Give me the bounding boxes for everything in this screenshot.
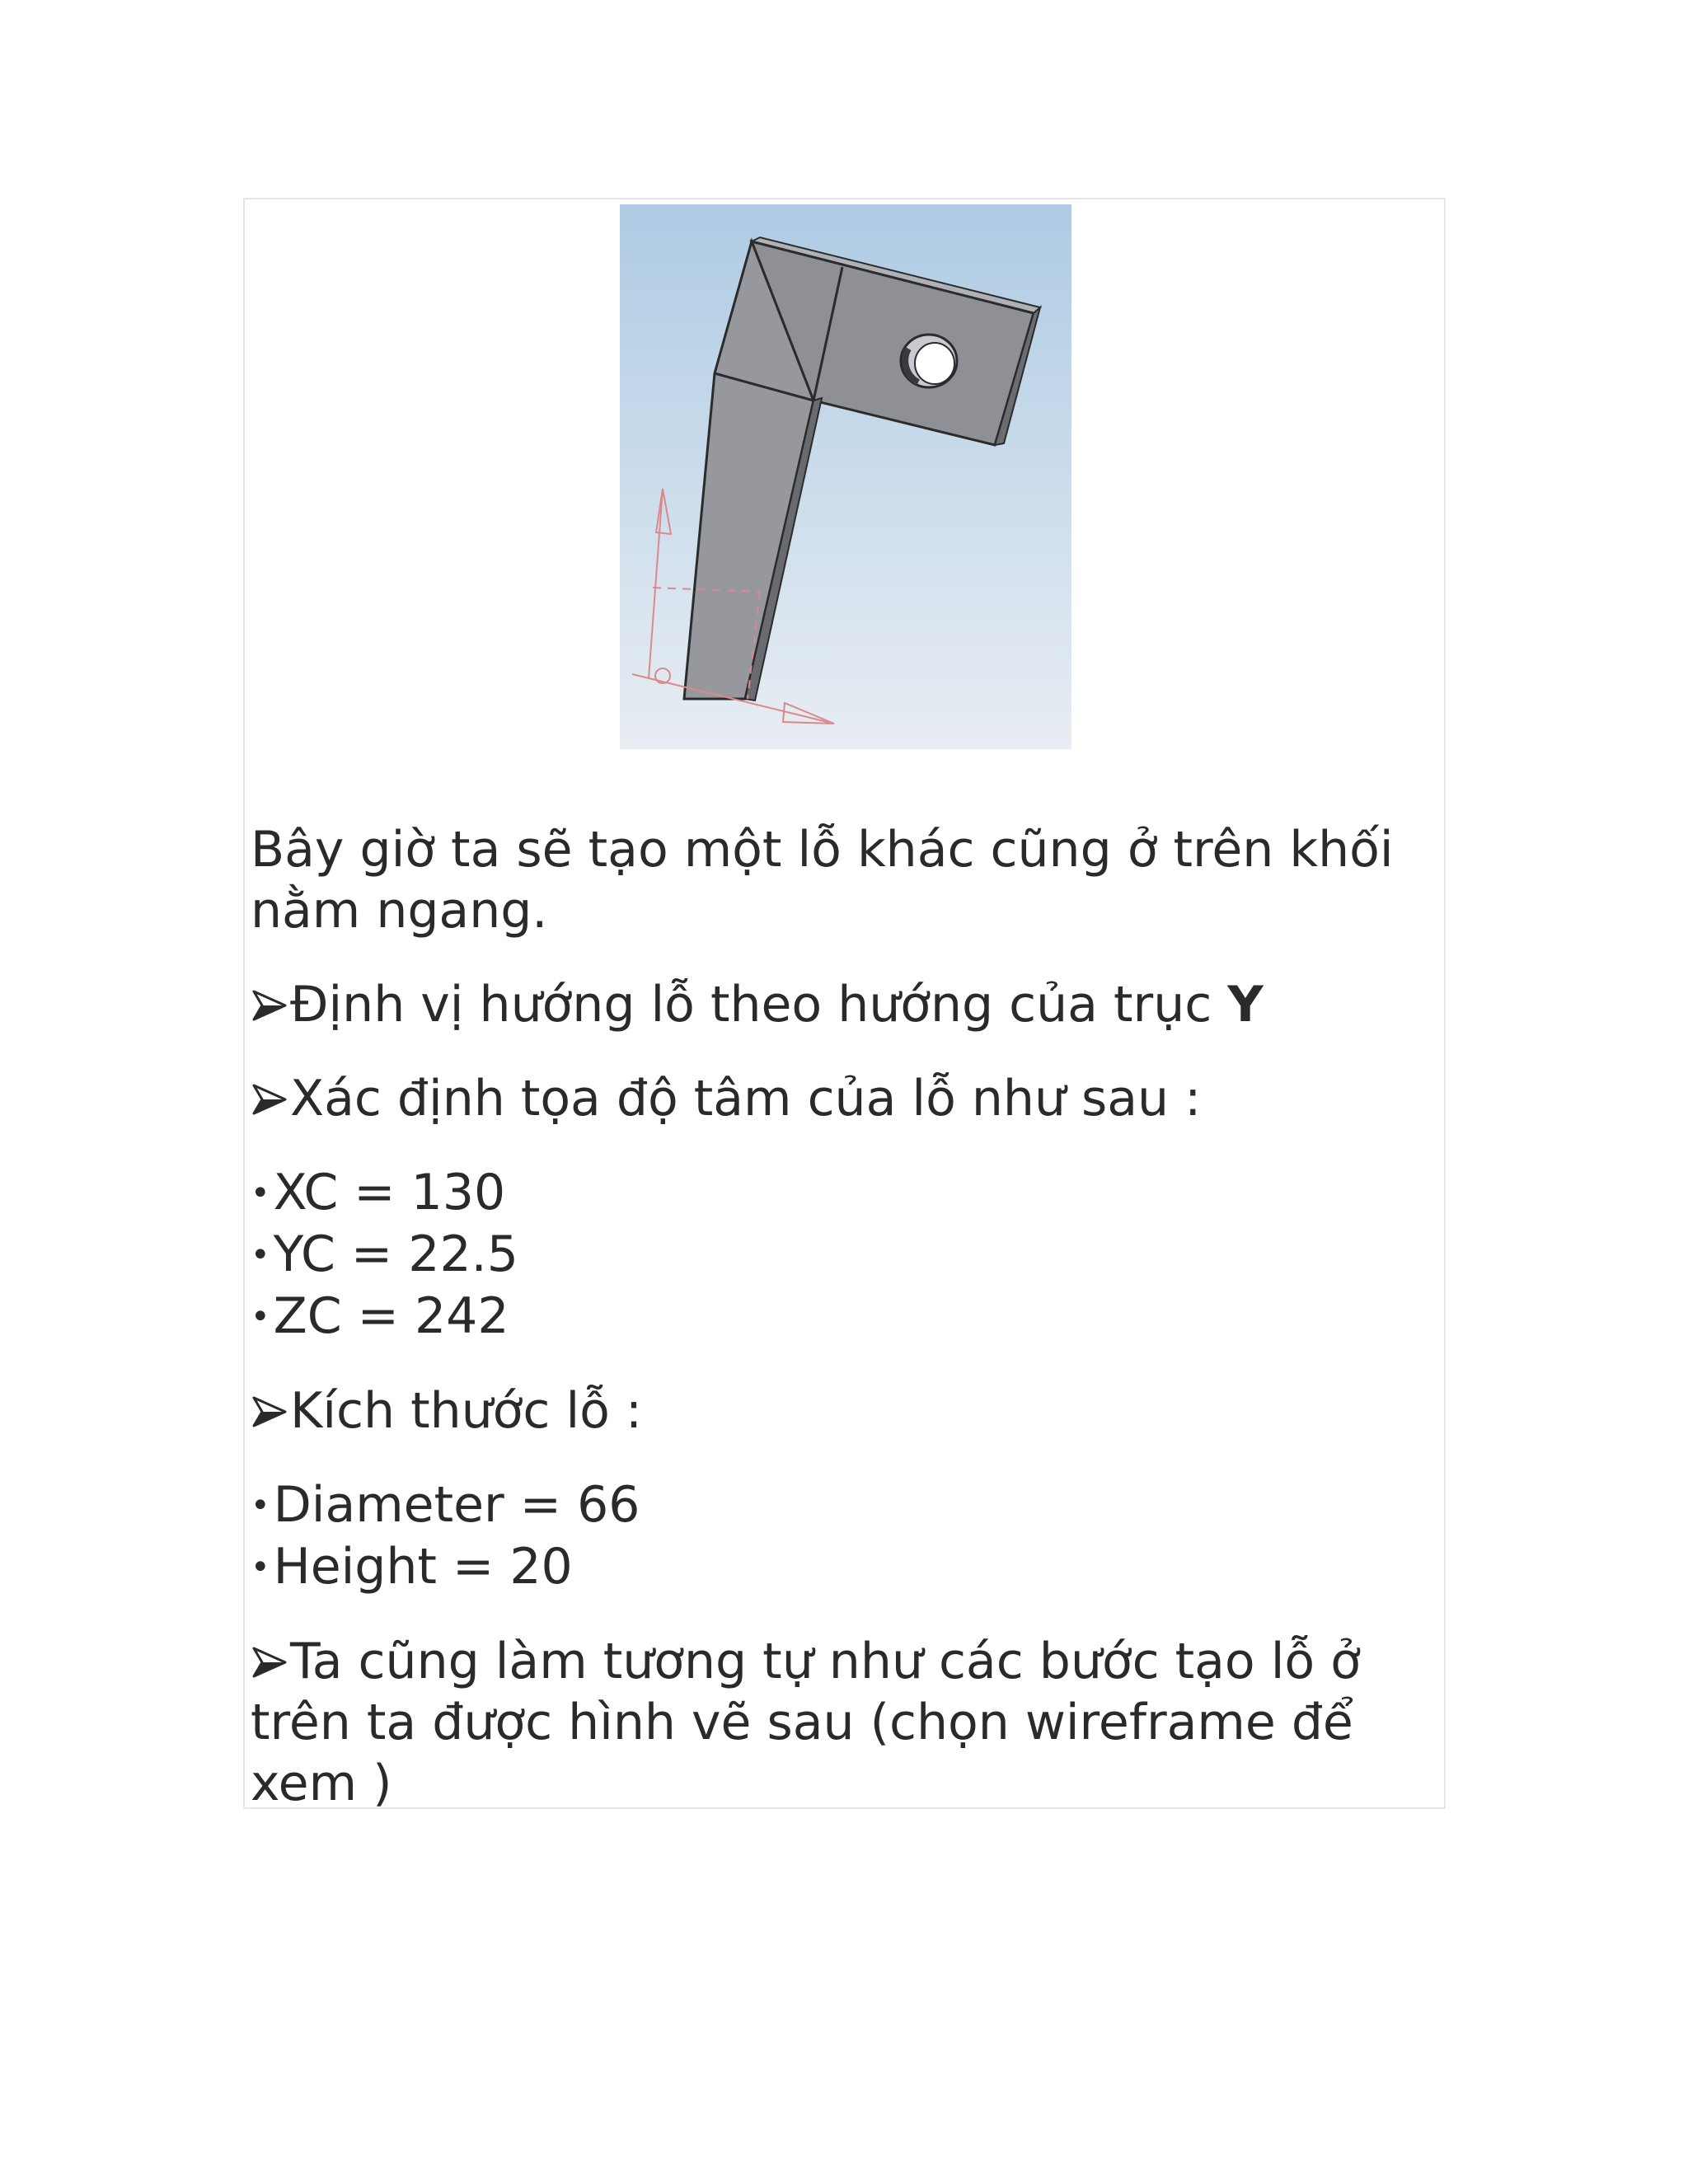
- list-item: [251, 1286, 1437, 1347]
- step-repeat-text: Ta cũng làm tương tự như các bước tạo lỗ ở trên ta được hình vẽ sau (chọn wireframe để xem ): [251, 1633, 1361, 1812]
- hole-inner: [915, 343, 954, 384]
- step-orient-text: Định vị hướng lỗ theo hướng của trục: [290, 976, 1228, 1033]
- bullet-dot-icon: •: [251, 1236, 270, 1274]
- bullet-dot-icon: •: [251, 1549, 270, 1586]
- bullet-dot-icon: •: [251, 1174, 270, 1212]
- bullet-dot-icon: •: [251, 1298, 270, 1336]
- dim-height: Height = 20: [273, 1538, 573, 1596]
- dims-list: [251, 1474, 1437, 1598]
- coord-xc: XC = 130: [273, 1164, 506, 1221]
- arrowhead-bullet-icon: [251, 1643, 288, 1681]
- coords-list: [251, 1162, 1437, 1347]
- step-center-coords: [251, 1068, 1437, 1129]
- arrowhead-bullet-icon: [251, 987, 288, 1024]
- axis-label: Y: [1227, 976, 1264, 1033]
- coord-yc: YC = 22.5: [273, 1226, 518, 1283]
- step-orient-axis: [251, 974, 1437, 1035]
- list-item: [251, 1224, 1437, 1286]
- step-hole-size: [251, 1380, 1437, 1441]
- arrowhead-bullet-icon: [251, 1080, 288, 1118]
- step-repeat: [251, 1631, 1437, 1814]
- list-item: [251, 1474, 1437, 1536]
- arrowhead-bullet-icon: [251, 1393, 288, 1431]
- step-center-text: Xác định tọa độ tâm của lỗ như sau :: [290, 1070, 1202, 1127]
- dim-diameter: Diameter = 66: [273, 1476, 640, 1534]
- step-hole-size-text: Kích thước lỗ :: [290, 1382, 643, 1440]
- list-item: [251, 1536, 1437, 1598]
- instruction-text: [251, 819, 1437, 1814]
- intro-paragraph: Bây giờ ta sẽ tạo một lỗ khác cũng ở trên khối nằm ngang.: [251, 821, 1394, 940]
- document-frame: [243, 198, 1446, 1812]
- coord-zc: ZC = 242: [273, 1287, 509, 1345]
- cad-l-bracket-image: [620, 204, 1071, 749]
- bullet-dot-icon: •: [251, 1487, 270, 1525]
- cad-model-figure: [620, 204, 1071, 749]
- list-item: [251, 1162, 1437, 1224]
